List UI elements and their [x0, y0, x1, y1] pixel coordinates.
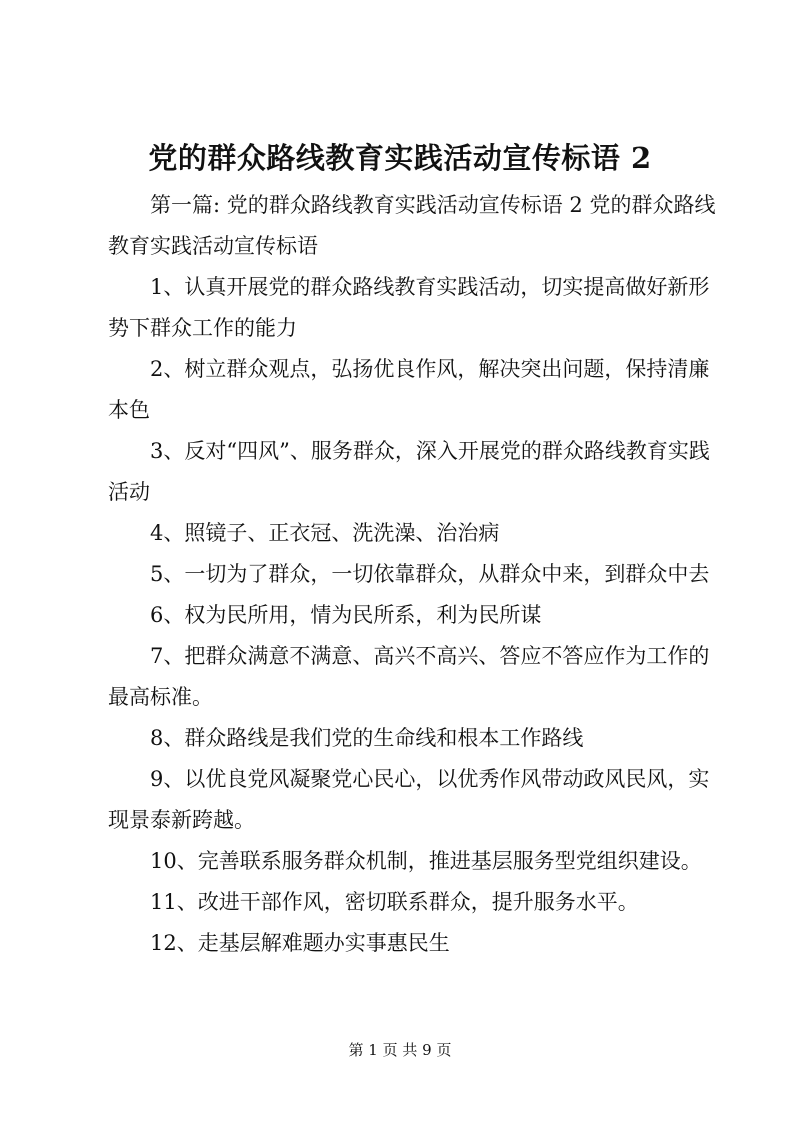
document-body	[108, 185, 720, 964]
slogan-1: 1、认真开展党的群众路线教育实践活动，切实提高做好新形势下群众工作的能力	[108, 275, 710, 340]
document-title: 党的群众路线教育实践活动宣传标语 2	[148, 141, 652, 175]
slogan-4: 4、照镜子、正衣冠、洗洗澡、治治病	[150, 521, 500, 545]
slogan-6: 6、权为民所用，情为民所系，利为民所谋	[150, 603, 542, 627]
slogan-3: 3、反对“四风”、服务群众，深入开展党的群众路线教育实践活动	[108, 439, 710, 504]
slogan-9: 9、以优良党风凝聚党心民心，以优秀作风带动政风民风，实现景泰新跨越。	[108, 767, 710, 832]
paragraph-intro: 第一篇: 党的群众路线教育实践活动宣传标语 2 党的群众路线教育实践活动宣传标语	[108, 193, 716, 258]
slogan-5: 5、一切为了群众，一切依靠群众，从群众中来，到群众中去	[150, 562, 710, 586]
slogan-8: 8、群众路线是我们党的生命线和根本工作路线	[150, 726, 584, 750]
slogan-7: 7、把群众满意不满意、高兴不高兴、答应不答应作为工作的最高标准。	[108, 644, 710, 709]
page-footer: 第 1 页 共 9 页	[348, 1041, 452, 1059]
slogan-2: 2、树立群众观点，弘扬优良作风，解决突出问题，保持清廉本色	[108, 357, 710, 422]
slogan-12: 12、走基层解难题办实事惠民生	[150, 931, 450, 955]
slogan-11: 11、改进干部作风，密切联系群众，提升服务水平。	[150, 890, 639, 914]
slogan-10: 10、完善联系服务群众机制，推进基层服务型党组织建设。	[150, 849, 702, 873]
